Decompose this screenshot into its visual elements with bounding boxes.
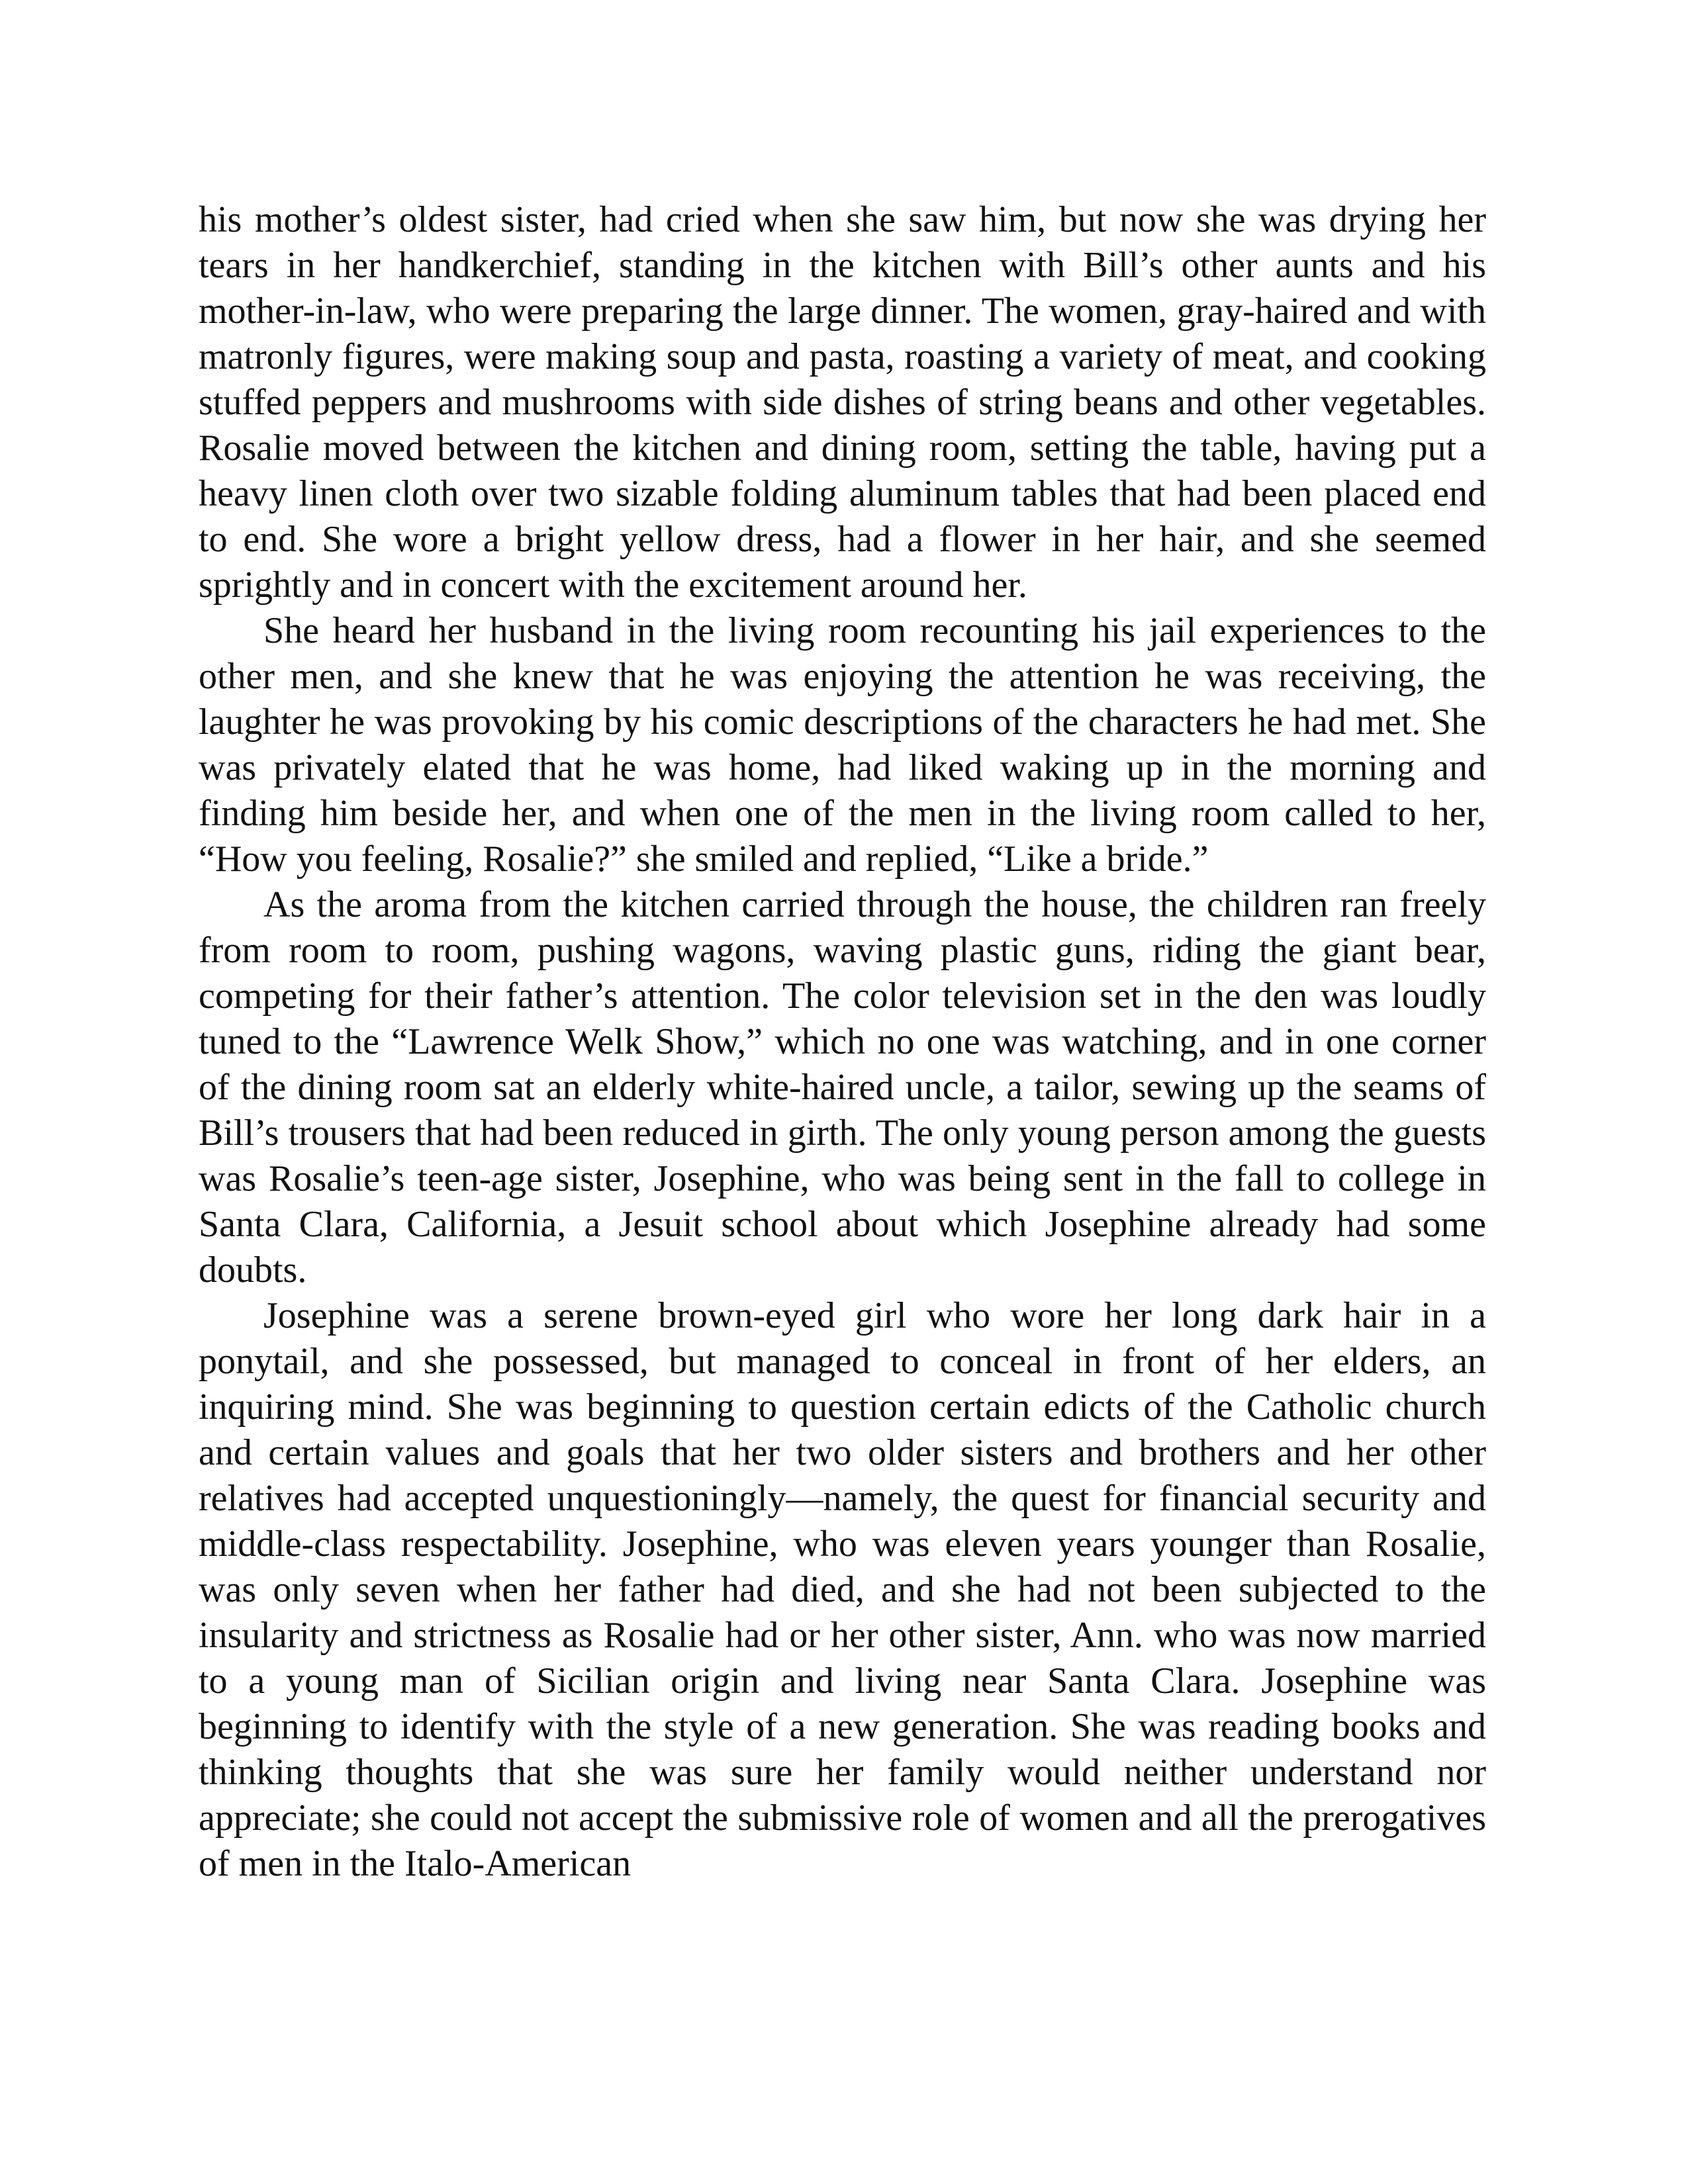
- paragraph-2: She heard her husband in the living room recounting his jail experiences to the other men, and she knew that he was enjoying the attention he was receiving, the laughter he was provoking by his comic descriptions of the characters he had met. She was privately elated that he was home, had liked waking up in the morning and finding him beside her, and when one of the men in the living room called to her, “How you feeling, Rosalie?” she smiled and replied, “Like a bride.”: [199, 610, 1486, 880]
- paragraph-4: Josephine was a serene brown-eyed girl who wore her long dark hair in a ponytail, and she possessed, but managed to conceal in front of her elders, an inquiring mind. She was beginning to question certain edicts of the Catholic church and certain values and goals that her two older sisters and brothers and her other relatives had accepted unquestioningly—namely, the quest for financial security and middle-class respectability. Josephine, who was eleven years younger than Rosalie, was only seven when her father had died, and she had not been subjected to the insularity and strictness as Rosalie had or her other sister, Ann. who was now married to a young man of Sicilian origin and living near Santa Clara. Josephine was beginning to identify with the style of a new generation. She was reading books and thinking thoughts that she was sure her family would neither understand nor appreciate; she could not accept the submissive role of women and all the prerogatives of men in the Italo-American: [199, 1295, 1486, 1884]
- paragraph-1: his mother’s oldest sister, had cried when she saw him, but now she was drying her tears in her handkerchief, standing in the kitchen with Bill’s other aunts and his mother-in-law, who were preparing the large dinner. The women, gray-haired and with matronly figures, were making soup and pasta, roasting a variety of meat, and cooking stuffed peppers and mushrooms with side dishes of string beans and other vegetables. Rosalie moved between the kitchen and dining room, setting the table, having put a heavy linen cloth over two sizable folding aluminum tables that had been placed end to end. She wore a bright yellow dress, had a flower in her hair, and she seemed sprightly and in concert with the excitement around her.: [199, 199, 1486, 606]
- body-text: [199, 197, 1486, 1887]
- paragraph-3: As the aroma from the kitchen carried through the house, the children ran freely from room to room, pushing wagons, waving plastic guns, riding the giant bear, competing for their father’s attention. The color television set in the den was loudly tuned to the “Lawrence Welk Show,” which no one was watching, and in one corner of the dining room sat an elderly white-haired uncle, a tailor, sewing up the seams of Bill’s trousers that had been reduced in girth. The only young person among the guests was Rosalie’s teen-age sister, Josephine, who was being sent in the fall to college in Santa Clara, California, a Jesuit school about which Josephine already had some doubts.: [199, 884, 1486, 1291]
